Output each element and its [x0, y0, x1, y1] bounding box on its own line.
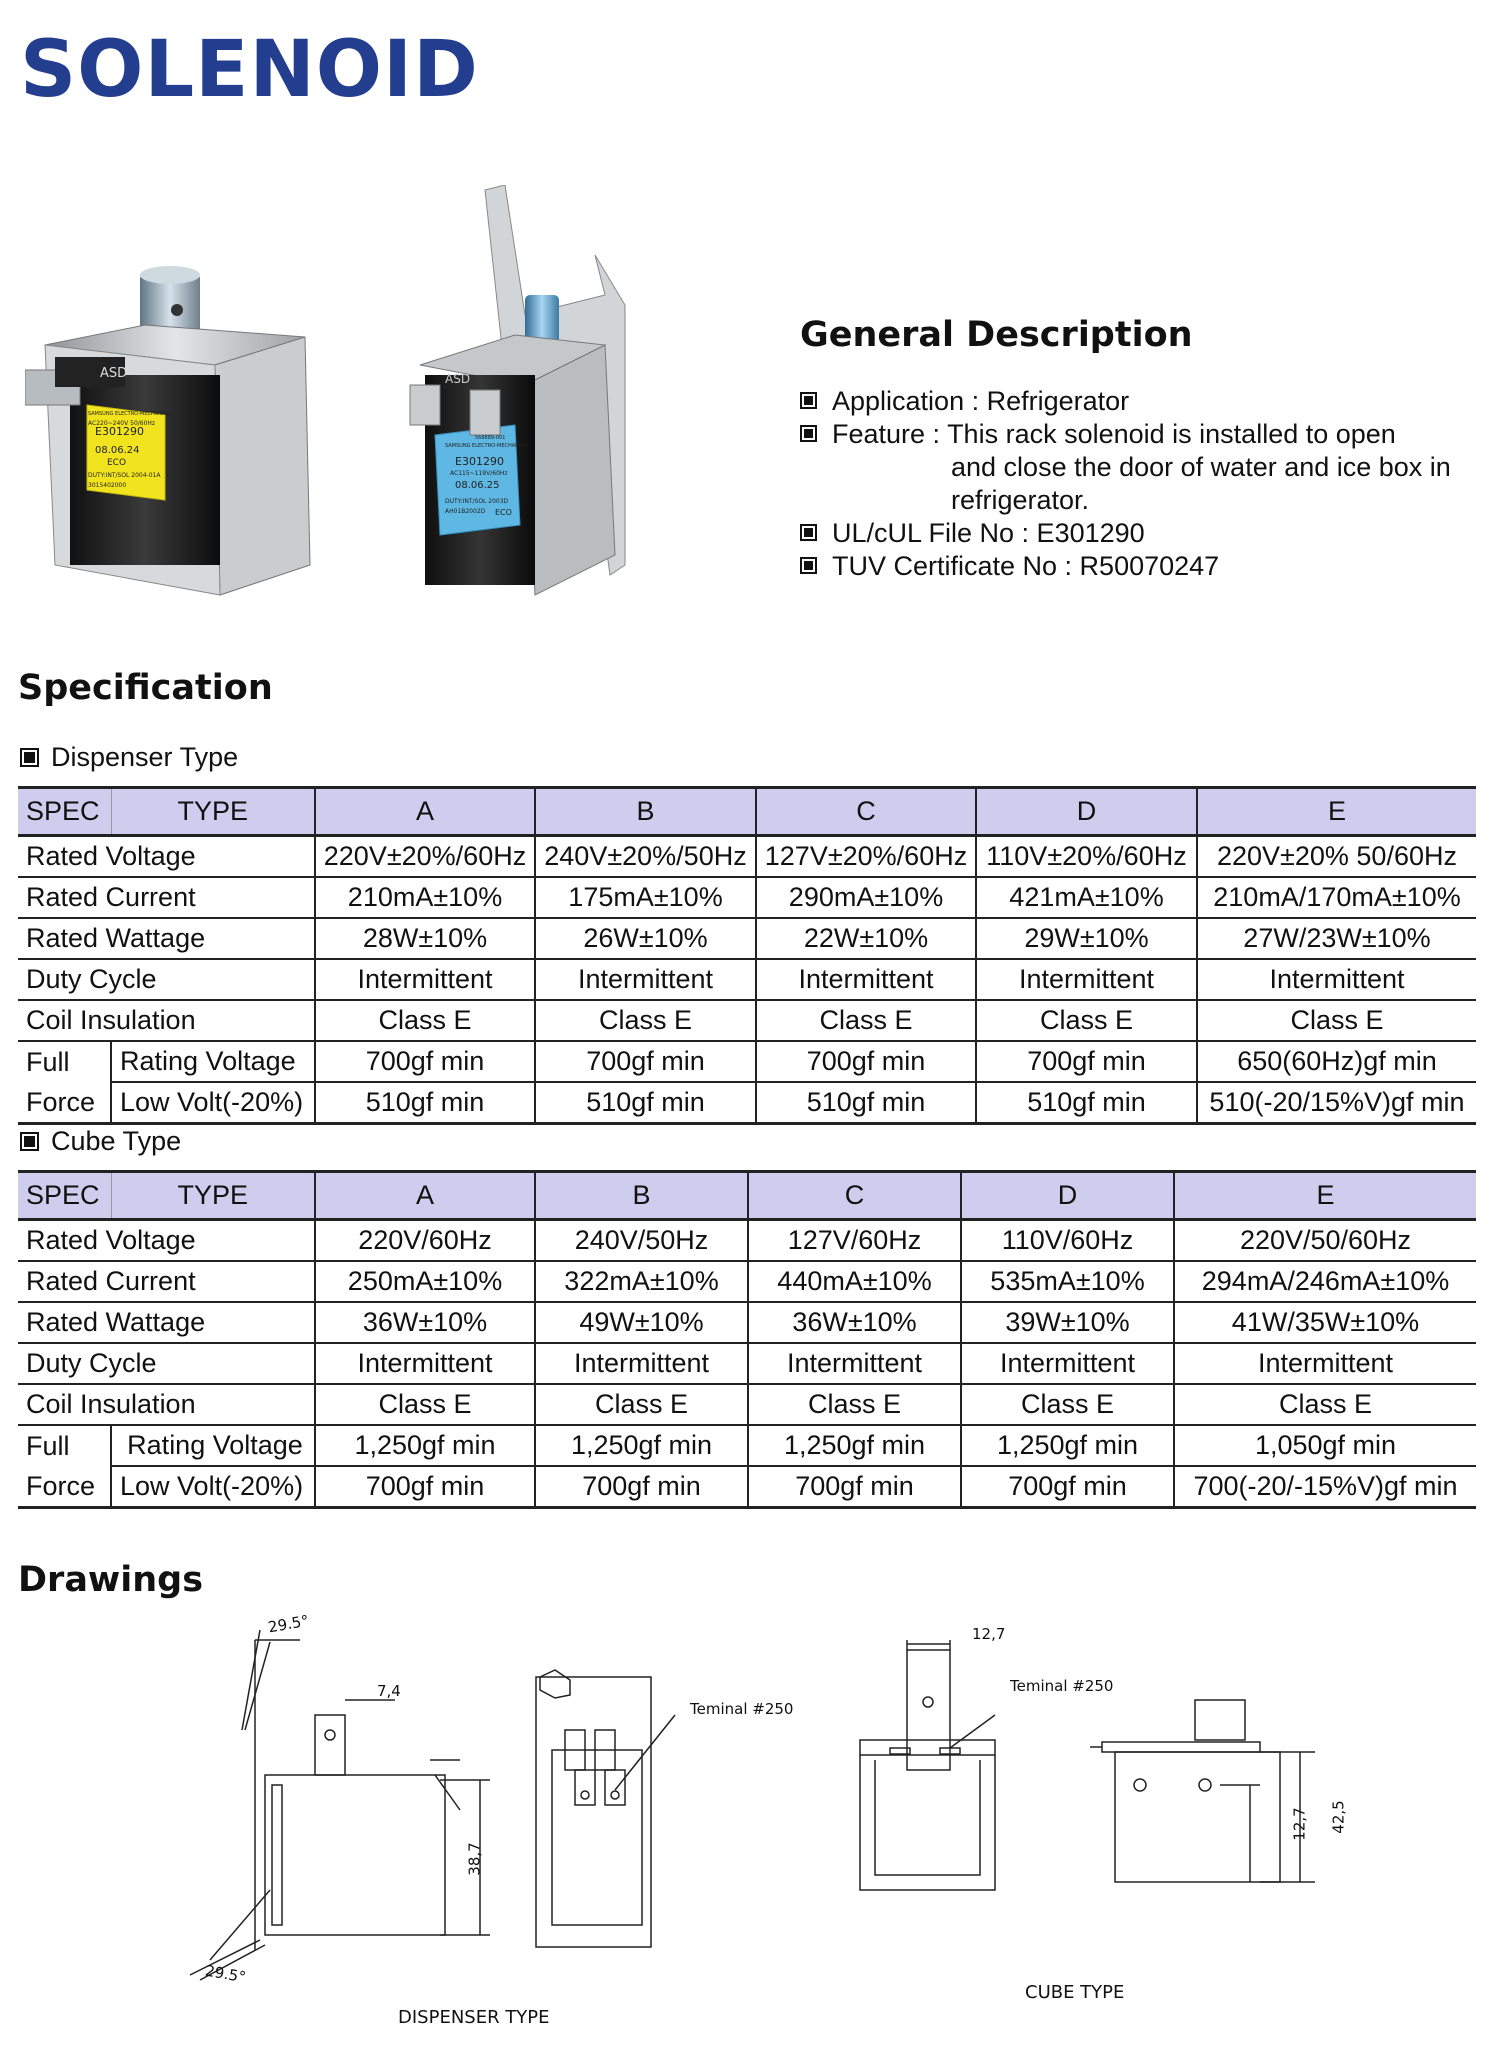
general-description-list: [800, 385, 1480, 583]
header-cell: C: [756, 788, 976, 836]
left-photo-rating: AC220~240V 50/60Hz: [88, 420, 156, 427]
general-description-heading: General Description: [800, 315, 1193, 355]
header-cell: A: [315, 1172, 535, 1220]
header-cell: D: [976, 788, 1197, 836]
table-row: Rated Current 210mA±10% 175mA±10% 290mA±10% 421mA±10% 210mA/170mA±10%: [18, 877, 1476, 918]
table-row: Full Rating Voltage 1,250gf min 1,250gf min 1,250gf min 1,250gf min 1,050gf min: [18, 1425, 1476, 1466]
right-photo-duty: DUTY:INT/SOL 2003D: [445, 498, 509, 505]
feature-item: Feature : This rack solenoid is installed to open and close the door of water and ice box in refrigerator.: [800, 418, 1480, 517]
dispenser-type-label: Dispenser Type: [20, 742, 238, 773]
right-photo-eco: ECO: [495, 508, 512, 517]
table-row: Rated Wattage 28W±10% 26W±10% 22W±10% 29W±10% 27W/23W±10%: [18, 918, 1476, 959]
table-row: Rated Current 250mA±10% 322mA±10% 440mA±10% 535mA±10% 294mA/246mA±10%: [18, 1261, 1476, 1302]
right-photo-ref: 568889-001: [475, 435, 506, 441]
tuv-cert-item: TUV Certificate No : R50070247: [800, 550, 1480, 583]
right-photo-maker: SAMSUNG ELECTRO-MECHANICS: [445, 443, 528, 449]
header-cell: B: [535, 788, 756, 836]
table-row: Force Low Volt(-20%) 700gf min 700gf min 700gf min 700gf min 700(-20/-15%V)gf min: [18, 1466, 1476, 1508]
left-photo-date: 08.06.24: [95, 445, 140, 456]
terminal-label-cube: Teminal #250: [1010, 1677, 1114, 1695]
header-cell: SPEC: [18, 788, 111, 836]
header-cell: TYPE: [111, 1172, 315, 1220]
table-row: Duty Cycle Intermittent Intermittent Intermittent Intermittent Intermittent: [18, 1343, 1476, 1384]
left-photo-maker: SAMSUNG ELECTRO-MECHANICS: [88, 411, 171, 417]
square-bullet-icon: [20, 748, 39, 767]
drawings-heading: Drawings: [18, 1560, 204, 1600]
header-cell: TYPE: [111, 788, 315, 836]
dispenser-drawing: [160, 1620, 810, 1990]
dispenser-spec-table: [18, 786, 1476, 1125]
cube-spec-table: [18, 1170, 1476, 1509]
table-row: Coil Insulation Class E Class E Class E Class E Class E: [18, 1384, 1476, 1425]
table-header-row: [18, 1172, 1476, 1220]
right-photo-brand: ASD: [445, 372, 471, 386]
left-photo-brand: ASD: [100, 366, 128, 381]
table-row: Force Low Volt(-20%) 510gf min 510gf min 510gf min 510gf min 510(-20/15%V)gf min: [18, 1082, 1476, 1124]
header-cell: E: [1174, 1172, 1476, 1220]
table-row: Coil Insulation Class E Class E Class E Class E Class E: [18, 1000, 1476, 1041]
table-row: Duty Cycle Intermittent Intermittent Intermittent Intermittent Intermittent: [18, 959, 1476, 1000]
dim-7-4: 7,4: [377, 1682, 401, 1700]
square-bullet-icon: [800, 392, 817, 409]
right-photo-date: 08.06.25: [455, 480, 500, 491]
dim-38-7: 38,7: [465, 1842, 484, 1876]
square-bullet-icon: [800, 557, 817, 574]
dim-angle-top: 29.5°: [266, 1611, 311, 1637]
header-cell: C: [748, 1172, 961, 1220]
cube-type-label: Cube Type: [20, 1126, 181, 1157]
right-photo-rating: AC115~119V/60Hz: [450, 470, 508, 477]
left-photo-code: 3015402000: [88, 482, 127, 489]
right-photo-code: AH01B2002D: [445, 508, 486, 515]
dim-angle-bottom: 29.5°: [203, 1961, 248, 1987]
header-cell: SPEC: [18, 1172, 111, 1220]
dim-12-7-top: 12,7: [972, 1625, 1006, 1643]
table-header-row: [18, 788, 1476, 836]
dim-12-7-side: 12,7: [1290, 1807, 1309, 1841]
left-photo-eco: ECO: [107, 458, 127, 468]
table-row: Full Rating Voltage 700gf min 700gf min 700gf min 700gf min 650(60Hz)gf min: [18, 1041, 1476, 1082]
table-row: Rated Voltage 220V±20%/60Hz 240V±20%/50Hz 127V±20%/60Hz 110V±20%/60Hz 220V±20% 50/60Hz: [18, 836, 1476, 878]
square-bullet-icon: [20, 1132, 39, 1151]
header-cell: E: [1197, 788, 1476, 836]
header-cell: A: [315, 788, 535, 836]
ul-file-item: UL/cUL File No : E301290: [800, 517, 1480, 550]
table-row: Rated Voltage 220V/60Hz 240V/50Hz 127V/60Hz 110V/60Hz 220V/50/60Hz: [18, 1220, 1476, 1262]
right-photo-label: E301290: [455, 455, 504, 468]
application-item: Application : Refrigerator: [800, 385, 1480, 418]
dispenser-drawing-caption: DISPENSER TYPE: [398, 2007, 550, 2028]
specification-heading: Specification: [18, 668, 273, 708]
table-row: Rated Wattage 36W±10% 49W±10% 36W±10% 39W±10% 41W/35W±10%: [18, 1302, 1476, 1343]
left-photo-label: E301290: [95, 425, 144, 438]
cube-drawing-caption: CUBE TYPE: [1025, 1982, 1125, 2003]
page-title: SOLENOID: [20, 25, 479, 115]
cube-solenoid-photo: [25, 265, 325, 605]
square-bullet-icon: [800, 425, 817, 442]
cube-drawing: [840, 1630, 1400, 1950]
header-cell: B: [535, 1172, 748, 1220]
terminal-label-dispenser: Teminal #250: [690, 1700, 794, 1718]
dispenser-solenoid-photo: [405, 185, 705, 610]
header-cell: D: [961, 1172, 1174, 1220]
left-photo-duty: DUTY:INT/SOL 2004-01A: [88, 472, 161, 479]
square-bullet-icon: [800, 524, 817, 541]
dim-42-5: 42,5: [1329, 1800, 1348, 1834]
